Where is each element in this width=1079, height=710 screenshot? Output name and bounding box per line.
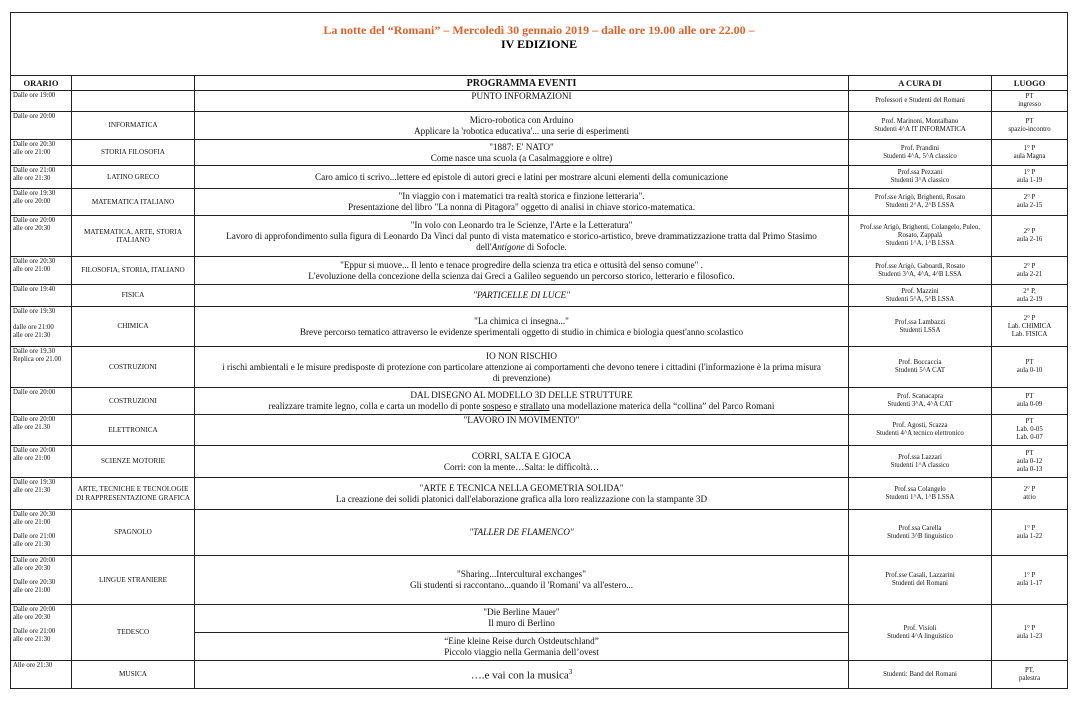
luogo-cell: 2° P Lab. CHIMICA Lab. FISICA xyxy=(992,307,1068,347)
cura-cell: Prof.ssa Pezzani Studenti 3^A classico xyxy=(849,166,992,189)
program-cell: CORRI, SALTA E GIOCA Corri: con la mente…Salta: le difficoltà… xyxy=(195,446,849,478)
subject-cell: INFORMATICA xyxy=(72,112,195,140)
subject-cell: LINGUE STRANIERE xyxy=(72,556,195,605)
luogo-cell: 2° P aula 2-16 xyxy=(992,216,1068,257)
subject-cell: MATEMATICA, ARTE, STORIA ITALIANO xyxy=(72,216,195,257)
table-row xyxy=(11,112,1068,140)
table-row xyxy=(11,140,1068,166)
table-row xyxy=(11,388,1068,415)
time-cell: Dalle ore 20:00 alle ore 21.30 xyxy=(11,415,72,446)
luogo-cell: 1° P aula Magna xyxy=(992,140,1068,166)
time-cell: Dalle ore 20:30 alle ore 21:00 xyxy=(11,140,72,166)
program-cell: "In viaggio con i matematici tra realtà storica e finzione letteraria". Presentazione del libro "La nonna di Pitagora" oggetto di analisi in chiave storico-matematica. xyxy=(195,189,849,216)
time-cell: Dalle ore 20:00 xyxy=(11,388,72,415)
time-cell: Dalle ore 19:00 xyxy=(11,91,72,112)
subject-cell: FILOSOFIA, STORIA, ITALIANO xyxy=(72,257,195,285)
luogo-cell: PT, palestra xyxy=(992,661,1068,689)
time-cell: Alle ore 21:30 xyxy=(11,661,72,689)
table-row xyxy=(11,556,1068,605)
luogo-cell: PT aula 0-12 aula 0-13 xyxy=(992,446,1068,478)
table-row xyxy=(11,415,1068,446)
header-blank xyxy=(72,76,195,91)
luogo-cell: PT spazio-incontro xyxy=(992,112,1068,140)
cura-cell: Prof. Agosti, Scazza Studenti 4^A tecnico elettronico xyxy=(849,415,992,446)
program-cell: "ARTE E TECNICA NELLA GEOMETRIA SOLIDA" La creazione dei solidi platonici dall'elaborazione grafica alla loro realizzazione con la stampante 3D xyxy=(195,478,849,510)
table-row xyxy=(11,446,1068,478)
time-cell: Dalle ore 19:40 xyxy=(11,285,72,307)
program-cell: "In volo con Leonardo tra le Scienze, l'Arte e la Letteratura" Lavoro di approfondimento sulla figura di Leonardo Da Vinci dal punto di vista matematico e storico-artistico, breve drammatizzazione tratta dal Primo Stasimo dell'Antigone di Sofocle. xyxy=(195,216,849,257)
subject-cell: FISICA xyxy=(72,285,195,307)
cura-cell: Prof. Visioli Studenti 4^A linguistico xyxy=(849,605,992,661)
luogo-cell: 2° P aula 2-15 xyxy=(992,189,1068,216)
title-line-1: La notte del “Romani” – Mercoledì 30 gennaio 2019 – dalle ore 19.00 alle ore 22.00 – xyxy=(323,23,755,37)
time-cell: Dalle ore 19:30 alle ore 20:00 xyxy=(11,189,72,216)
subject-cell: MATEMATICA ITALIANO xyxy=(72,189,195,216)
cura-cell: Professori e Studenti del Romani xyxy=(849,91,992,112)
subject-cell: ELETTRONICA xyxy=(72,415,195,446)
luogo-cell: PT Lab. 0-05 Lab. 0-07 xyxy=(992,415,1068,446)
table-row xyxy=(11,347,1068,388)
program-cell: IO NON RISCHIO i rischi ambientali e le misure predisposte di protezione con particolare attenzione ai comportamenti che devono tenere i cittadini (l'informazione è la prima misura di prevenzione) xyxy=(195,347,849,388)
luogo-cell: 2° P aula 2-21 xyxy=(992,257,1068,285)
table-row xyxy=(11,91,1068,112)
program-cell: "Eppur si muove... Il lento e tenace progredire della scienza tra etica e ottusità del senso comune" . L'evoluzione della concezione della scienza dai Greci a Galileo seguendo un percorso storico, letterario e filosofico. xyxy=(195,257,849,285)
luogo-cell: 1° P aula 1-17 xyxy=(992,556,1068,605)
header-luogo: LUOGO xyxy=(992,76,1068,91)
cura-cell: Prof. Prandini Studenti 4^A, 5^A classico xyxy=(849,140,992,166)
table-row xyxy=(11,478,1068,510)
table-row xyxy=(11,510,1068,556)
title-cell xyxy=(11,13,1068,76)
subject-cell: SCIENZE MOTORIE xyxy=(72,446,195,478)
cura-cell: Prof.sse Arigò, Brighenti, Rosato Studenti 2^A, 2^B LSSA xyxy=(849,189,992,216)
cura-cell: Prof. Scanacapra Studenti 3^A, 4^A CAT xyxy=(849,388,992,415)
subject-cell: SPAGNOLO xyxy=(72,510,195,556)
header-programma: PROGRAMMA EVENTI xyxy=(195,76,849,91)
time-cell: Dalle ore 20:30 alle ore 21:00 xyxy=(11,257,72,285)
table-row xyxy=(11,605,1068,661)
time-cell: Dalle ore 20:00 alle ore 20:30 Dalle ore 21:00 alle ore 21:30 xyxy=(11,605,72,661)
cura-cell: Studenti: Band del Romani xyxy=(849,661,992,689)
cura-cell: Prof.ssa Carella Studenti 3^B linguistico xyxy=(849,510,992,556)
program-cell: "Sharing...Intercultural exchanges" Gli studenti si raccontano...quando il 'Romani' va all'estero... xyxy=(195,556,849,605)
time-cell: Dalle ore 20:00 alle ore 21:00 xyxy=(11,446,72,478)
program-cell: Micro-robotica con Arduino Applicare la 'robotica educativa'... una serie di esperimenti xyxy=(195,112,849,140)
program-cell: "TALLER DE FLAMENCO" xyxy=(195,510,849,556)
header-row xyxy=(11,76,1068,91)
cura-cell: Prof.ssa Lambazzi Studenti LSSA xyxy=(849,307,992,347)
table-row xyxy=(11,285,1068,307)
time-cell: Dalle ore 20:30 alle ore 21:00 Dalle ore 21:00 alle ore 21:30 xyxy=(11,510,72,556)
subject-cell: COSTRUZIONI xyxy=(72,388,195,415)
luogo-cell: 1° P aula 1-22 xyxy=(992,510,1068,556)
table-row xyxy=(11,166,1068,189)
cura-cell: Prof. Mazzini Studenti 5^A, 5^B LSSA xyxy=(849,285,992,307)
time-cell: Dalle ore 20:00 xyxy=(11,112,72,140)
time-cell: Dalle ore 20:00 alle ore 20:30 Dalle ore 20:30 alle ore 21:00 xyxy=(11,556,72,605)
events-table xyxy=(10,12,1068,689)
program-cell: Caro amico ti scrivo...lettere ed epistole di autori greci e latini per mostrare alcuni elementi della comunicazione xyxy=(195,166,849,189)
header-orario: ORARIO xyxy=(11,76,72,91)
program-cell: PUNTO INFORMAZIONI xyxy=(195,91,849,112)
time-cell: Dalle ore 19:30 dalle ore 21:00 alle ore 21:30 xyxy=(11,307,72,347)
luogo-cell: PT aula 0-09 xyxy=(992,388,1068,415)
cura-cell: Prof.ssa Lazzari Studenti 1^A classico xyxy=(849,446,992,478)
table-row xyxy=(11,661,1068,689)
luogo-cell: 2° P atrio xyxy=(992,478,1068,510)
header-cura: A CURA DI xyxy=(849,76,992,91)
subject-cell: STORIA FILOSOFIA xyxy=(72,140,195,166)
cura-cell: Prof.sse Casali, Lazzarini Studenti del Romani xyxy=(849,556,992,605)
subject-cell: MUSICA xyxy=(72,661,195,689)
program-cell: "Die Berline Mauer" Il muro di Berlino “Eine kleine Reise durch Ostdeutschland” Piccolo viaggio nella Germania dell’ovest xyxy=(195,605,849,661)
luogo-cell: 1° P aula 1-19 xyxy=(992,166,1068,189)
table-row xyxy=(11,216,1068,257)
luogo-cell: PT ingresso xyxy=(992,91,1068,112)
title-line-2: IV EDIZIONE xyxy=(500,37,578,51)
luogo-cell: 1° P aula 1-23 xyxy=(992,605,1068,661)
program-cell: "La chimica ci insegna..." Breve percorso tematico attraverso le evidenze sperimentali oggetto di studio in chimica e biologia quest'anno scolastico xyxy=(195,307,849,347)
subject-cell: COSTRUZIONI xyxy=(72,347,195,388)
table-row xyxy=(11,189,1068,216)
luogo-cell: PT aula 0-10 xyxy=(992,347,1068,388)
time-cell: Dalle ore 20:00 alle ore 20:30 xyxy=(11,216,72,257)
time-cell: Dalle ore 21:00 alle ore 21:30 xyxy=(11,166,72,189)
table-row xyxy=(11,307,1068,347)
cura-cell: Prof. Marinoni, Montalbano Studenti 4^A IT INFORMATICA xyxy=(849,112,992,140)
time-cell: Dalle ore 19.30 Replica ore 21.00 xyxy=(11,347,72,388)
table-row xyxy=(11,257,1068,285)
luogo-cell: 2° P, aula 2-19 xyxy=(992,285,1068,307)
program-cell: "PARTICELLE DI LUCE" xyxy=(195,285,849,307)
program-cell: DAL DISEGNO AL MODELLO 3D DELLE STRUTTURE realizzare tramite legno, colla e carta un modello di ponte sospeso e strallato una modellazione materica della “collina” del Parco Romani xyxy=(195,388,849,415)
subject-cell: ARTE, TECNICHE E TECNOLOGIE DI RAPPRESENTAZIONE GRAFICA xyxy=(72,478,195,510)
subject-cell: TEDESCO xyxy=(72,605,195,661)
cura-cell: Prof. Boccaccia Studenti 5^A CAT xyxy=(849,347,992,388)
subject-cell: LATINO GRECO xyxy=(72,166,195,189)
subject-cell xyxy=(72,91,195,112)
program-cell: ….e vai con la musica$^3$ xyxy=(195,661,849,689)
subject-cell: CHIMICA xyxy=(72,307,195,347)
program-cell: "1887: E' NATO" Come nasce una scuola (a Casalmaggiore e oltre) xyxy=(195,140,849,166)
program-cell: "LAVORO IN MOVIMENTO" xyxy=(195,415,849,446)
time-cell: Dalle ore 19:30 alle ore 21:30 xyxy=(11,478,72,510)
cura-cell: Prof.ssa Colangelo Studenti 1^A, 1^B LSSA xyxy=(849,478,992,510)
cura-cell: Prof.sse Arigò, Brighenti, Colangelo, Puleo, Rosato, Zappalà Studenti 1^A, 1^B LSSA xyxy=(849,216,992,257)
cura-cell: Prof.sse Arigò, Gaboardi, Rosato Studenti 3^A, 4^A, 4^B LSSA xyxy=(849,257,992,285)
